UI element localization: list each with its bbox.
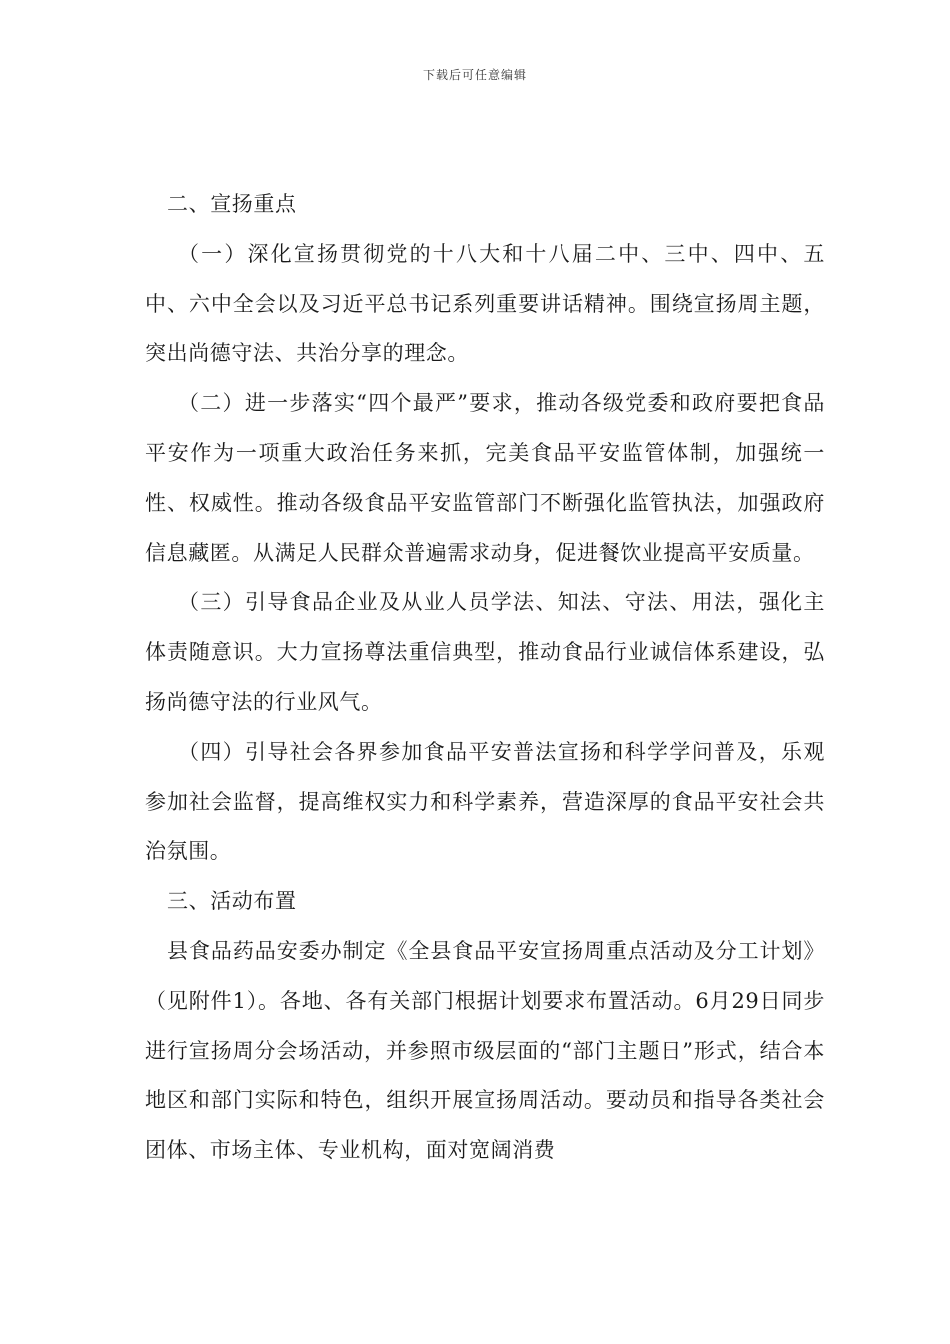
paragraph-item-4: （四）引导社会各界参加食品平安普法宣扬和科学学问普及，乐观参加社会监督，提高维权实力和科学素养，营造深厚的食品平安社会共治氛围。: [145, 739, 825, 864]
paragraph-item-3: （三）引导食品企业及从业人员学法、知法、守法、用法，强化主体责随意识。大力宣扬尊法重信典型，推动食品行业诚信体系建设，弘扬尚德守法的行业风气。: [145, 590, 825, 714]
paragraph-item-1: （一）深化宣扬贯彻党的十八大和十八届二中、三中、四中、五中、六中全会以及习近平总书记系列重要讲话精神。围绕宣扬周主题，突出尚德守法、共治分享的理念。: [145, 241, 825, 366]
paragraph-item-2: （二）进一步落实“四个最严”要求，推动各级党委和政府要把食品平安作为一项重大政治任务来抓，完美食品平安监管体制，加强统一性、权威性。推动各级食品平安监管部门不断强化监管执法，加强政府信息藏匿。从满足人民群众普遍需求动身，促进餐饮业提高平安质量。: [145, 391, 825, 565]
header-note: 下载后可任意编辑: [422, 68, 527, 82]
paragraph-activity: 县食品药品安委办制定《全县食品平安宣扬周重点活动及分工计划》（见附件1）。各地、各有关部门根据计划要求布置活动。6月29日同步进行宣扬周分会场活动，并参照市级层面的“部门主题日”形式，结合本地区和部门实际和特色，组织开展宣扬周活动。要动员和指导各类社会团体、市场主体、专业机构，面对宽阔消费: [145, 938, 825, 1163]
section-three-heading: 三、活动布置: [167, 889, 297, 914]
section-two-heading: 二、宣扬重点: [167, 192, 297, 216]
document-body: [145, 180, 825, 1176]
